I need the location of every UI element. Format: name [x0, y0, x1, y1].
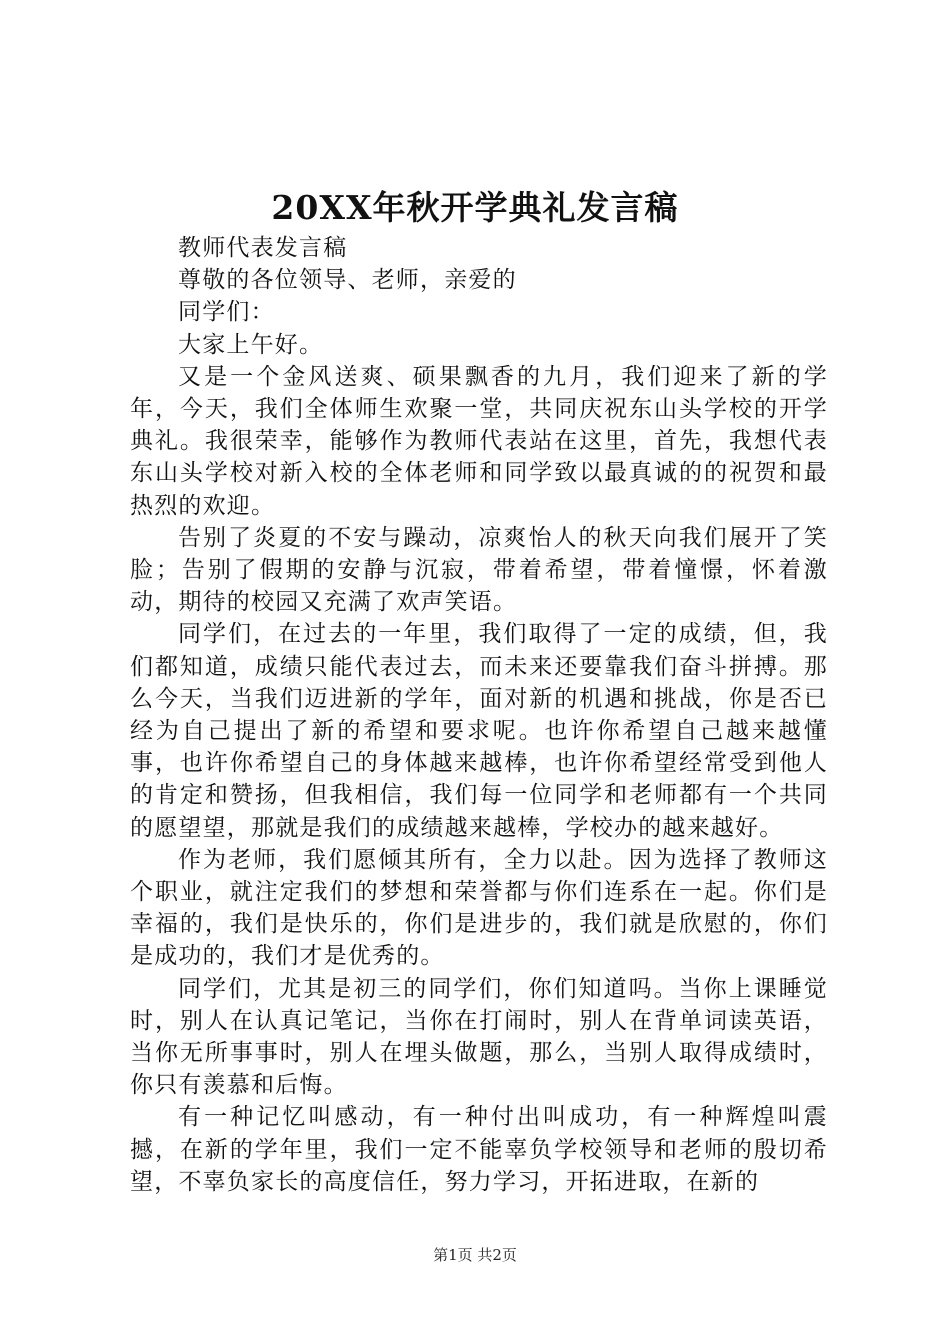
paragraph: 同学们，在过去的一年里，我们取得了一定的成绩，但，我们都知道，成绩只能代表过去，而未来还要靠我们奋斗拼搏。那么今天，当我们迈进新的学年，面对新的机遇和挑战，你是否已经为自己提出了新的希望和要求呢。也许你希望自己越来越懂事，也许你希望自己的身体越来越棒，也许你希望经常受到他人的肯定和赞扬，但我相信，我们每一位同学和老师都有一个共同的愿望望，那就是我们的成绩越来越棒，学校办的越来越好。 — [130, 621, 828, 841]
page-number-footer: 第1页 共2页 — [433, 1246, 517, 1264]
paragraph-salutation-cont: 同学们： — [178, 299, 275, 326]
paragraph: 告别了炎夏的不安与躁动，凉爽怡人的秋天向我们展开了笑脸；告别了假期的安静与沉寂，带着希望，带着憧憬，怀着激动，期待的校园又充满了欢声笑语。 — [130, 524, 828, 616]
document-title: 20XX年秋开学典礼发言稿 — [271, 188, 679, 227]
paragraph: 有一种记忆叫感动，有一种付出叫成功，有一种辉煌叫震撼，在新的学年里，我们一定不能辜负学校领导和老师的殷切希望，不辜负家长的高度信任，努力学习，开拓进取，在新的 — [130, 1104, 828, 1195]
paragraph-greeting: 大家上午好。 — [178, 331, 324, 358]
paragraph: 又是一个金风送爽、硕果飘香的九月，我们迎来了新的学年，今天，我们全体师生欢聚一堂，共同庆祝东山头学校的开学典礼。我很荣幸，能够作为教师代表站在这里，首先，我想代表东山头学校对新入校的全体老师和同学致以最真诚的的祝贺和最热烈的欢迎。 — [130, 363, 828, 519]
document-body — [130, 232, 828, 1198]
paragraph-salutation: 尊敬的各位领导、老师，亲爱的 — [178, 267, 517, 294]
paragraph: 同学们，尤其是初三的同学们，你们知道吗。当你上课睡觉时，别人在认真记笔记，当你在打闹时，别人在背单词读英语，当你无所事事时，别人在埋头做题，那么，当别人取得成绩时，你只有羡慕和后悔。 — [130, 975, 828, 1099]
paragraph: 作为老师，我们愿倾其所有，全力以赴。因为选择了教师这个职业，就注定我们的梦想和荣誉都与你们连系在一起。你们是幸福的，我们是快乐的，你们是进步的，我们就是欣慰的，你们是成功的，我们才是优秀的。 — [130, 846, 828, 970]
paragraph-heading-label: 教师代表发言稿 — [178, 235, 348, 261]
